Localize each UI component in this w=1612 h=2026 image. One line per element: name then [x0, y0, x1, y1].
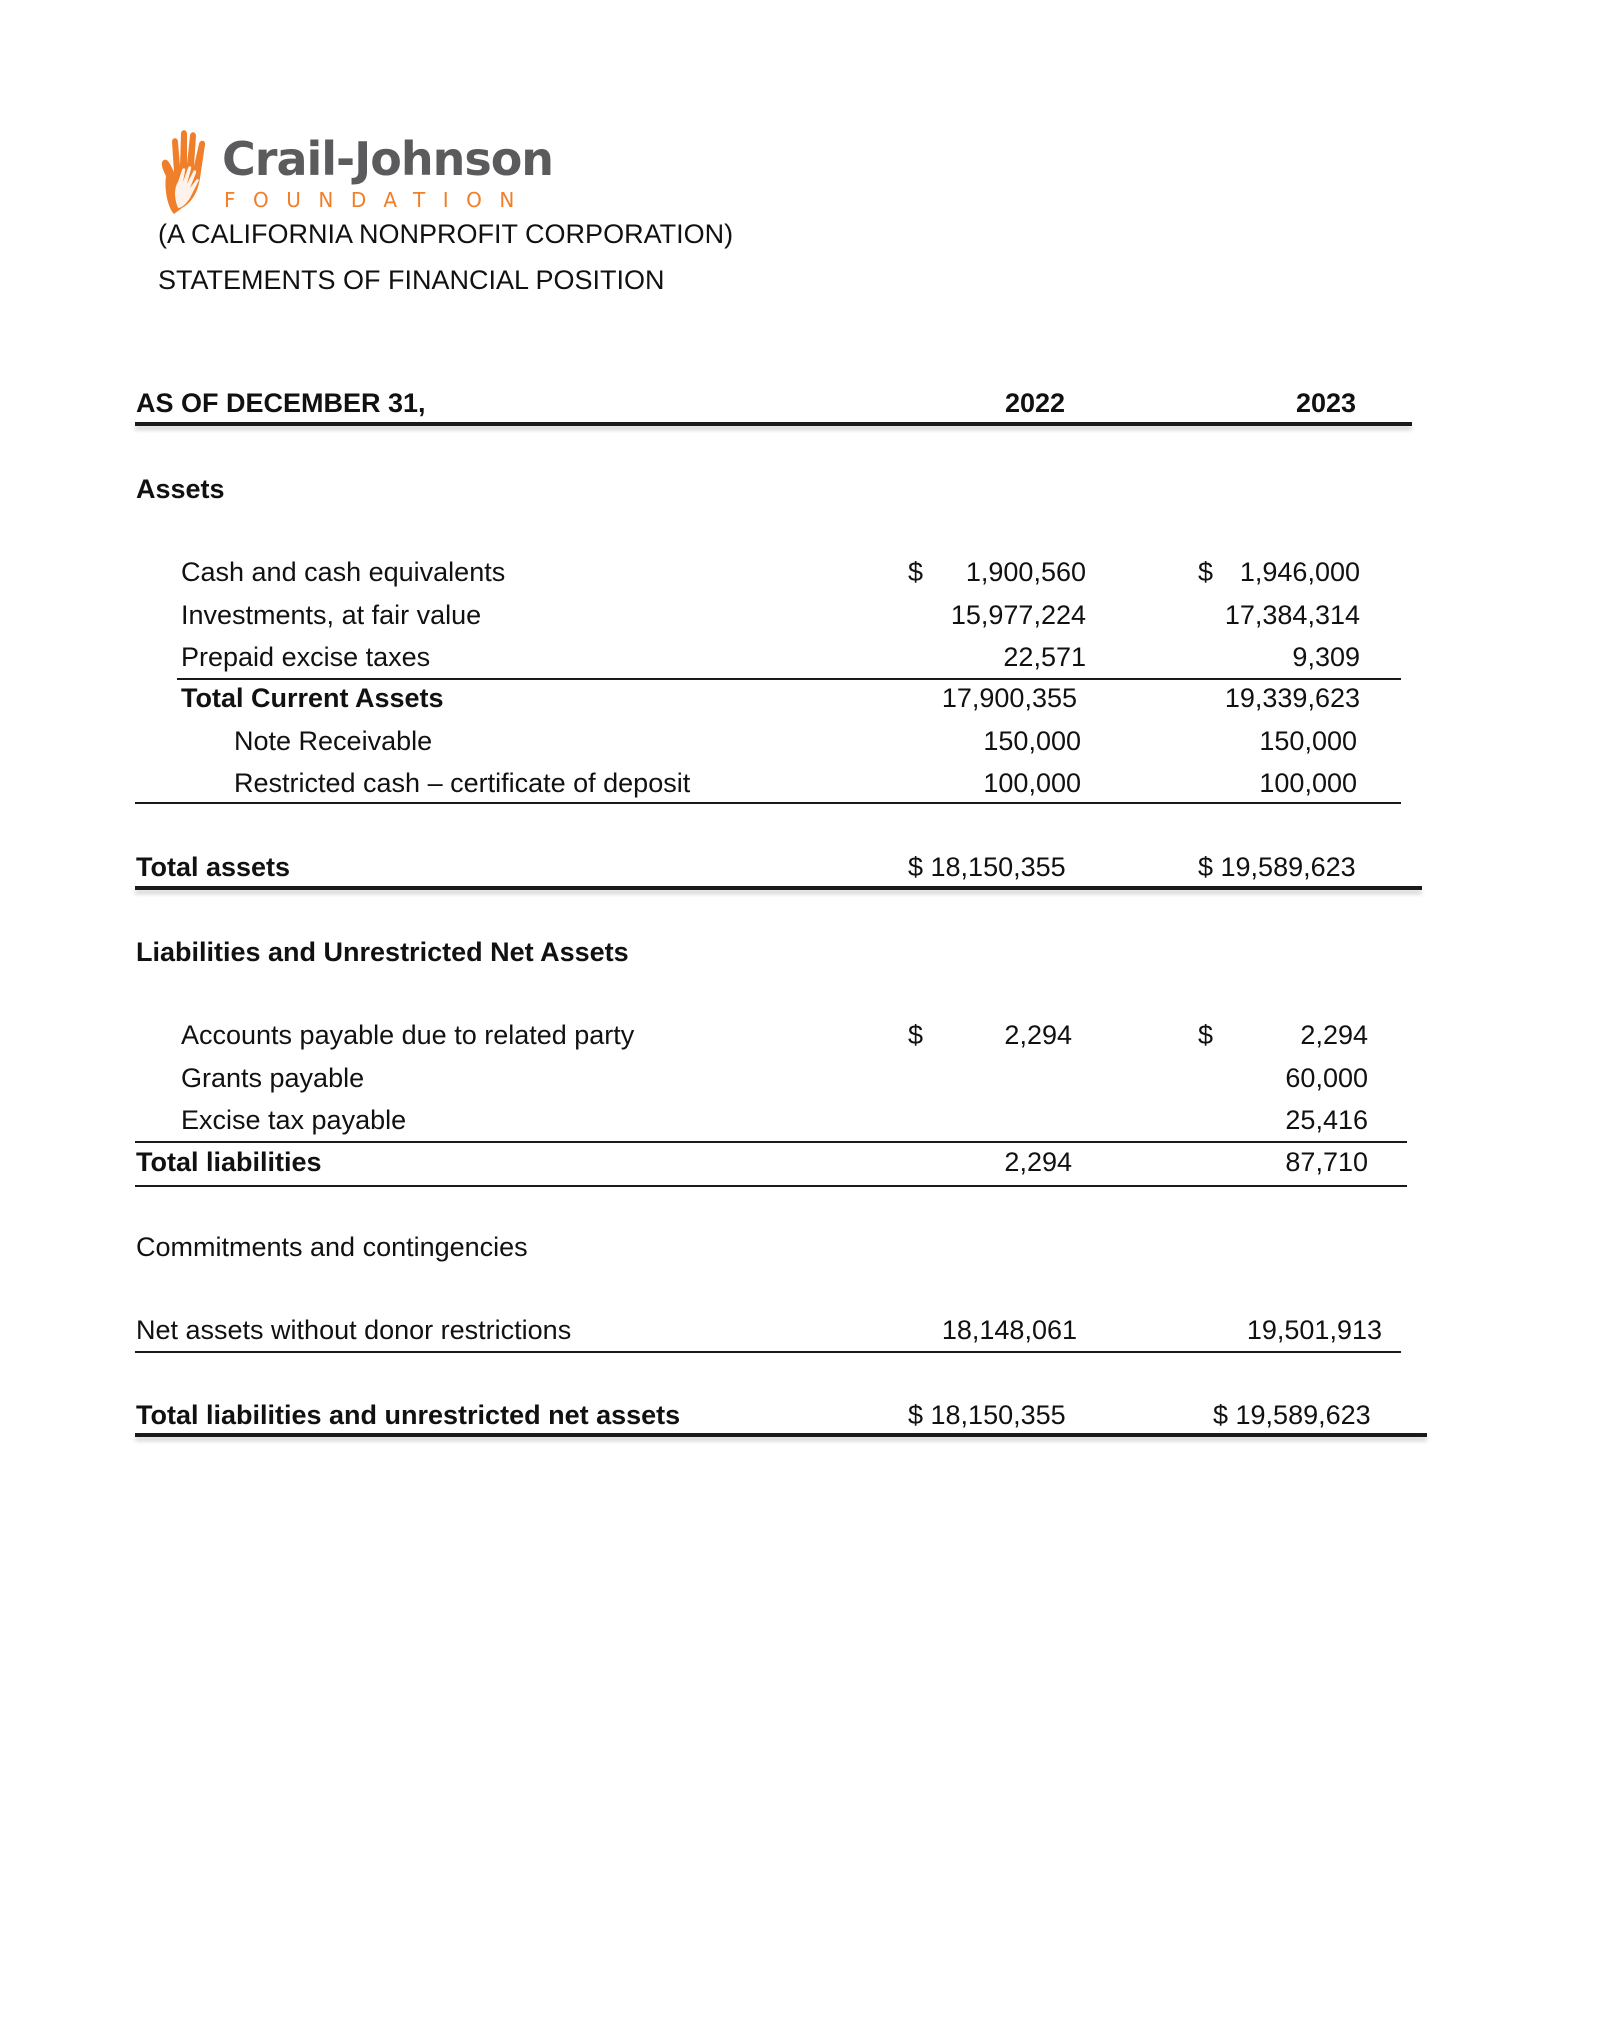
currency-symbol: $	[908, 1020, 924, 1050]
value-2023: 60,000	[1285, 1063, 1368, 1093]
subtotal-rule	[135, 1141, 1407, 1143]
hands-icon	[156, 128, 226, 218]
logo-name: Crail-Johnson	[222, 132, 554, 186]
currency-symbol: $	[908, 557, 924, 587]
section-rule	[135, 1351, 1401, 1353]
value-2022: $ 18,150,355	[908, 852, 1066, 882]
value-2023: 100,000	[1259, 768, 1357, 798]
section-rule	[135, 1185, 1407, 1187]
value-2022: 22,571	[1003, 642, 1086, 672]
header-rule	[135, 422, 1412, 426]
row-label: Prepaid excise taxes	[181, 642, 431, 672]
foundation-logo	[156, 128, 554, 220]
liabilities-heading: Liabilities and Unrestricted Net Assets	[136, 937, 629, 967]
commitments-label: Commitments and contingencies	[136, 1232, 528, 1262]
row-label: Cash and cash equivalents	[181, 557, 506, 587]
currency-symbol: $	[1198, 1020, 1214, 1050]
value-2023: 19,339,623	[1224, 683, 1360, 713]
row-label: Total Current Assets	[181, 683, 444, 713]
value-2023: 17,384,314	[1224, 600, 1360, 630]
column-header-2023: 2023	[1296, 388, 1357, 418]
value-2022: 2,294	[1004, 1020, 1072, 1050]
value-2023: $ 19,589,623	[1213, 1400, 1371, 1430]
row-label: Grants payable	[181, 1063, 365, 1093]
section-rule	[135, 802, 1401, 804]
value-2023: 25,416	[1285, 1105, 1368, 1135]
value-2022: 100,000	[983, 768, 1081, 798]
row-label: Net assets without donor restrictions	[136, 1315, 572, 1345]
value-2023: 19,501,913	[1246, 1315, 1382, 1345]
row-label: Investments, at fair value	[181, 600, 482, 630]
row-label: Excise tax payable	[181, 1105, 407, 1135]
value-2022: 18,148,061	[941, 1315, 1077, 1345]
row-label: Restricted cash – certificate of deposit	[234, 768, 691, 798]
entity-note: (A CALIFORNIA NONPROFIT CORPORATION)	[158, 219, 734, 249]
currency-symbol: $	[1198, 557, 1214, 587]
value-2022: 1,900,560	[965, 557, 1086, 587]
value-2022: 15,977,224	[950, 600, 1086, 630]
assets-heading: Assets	[136, 474, 225, 504]
value-2023: 87,710	[1285, 1147, 1368, 1177]
subtotal-rule	[177, 678, 1401, 680]
value-2023: 2,294	[1300, 1020, 1368, 1050]
value-2023: 150,000	[1259, 726, 1357, 756]
row-label: Total liabilities	[136, 1147, 322, 1177]
total-rule	[135, 886, 1422, 890]
column-header-2022: 2022	[1005, 388, 1066, 418]
value-2022: $ 18,150,355	[908, 1400, 1066, 1430]
document-title: STATEMENTS OF FINANCIAL POSITION	[158, 265, 665, 295]
row-label: Note Receivable	[234, 726, 433, 756]
logo-subtitle: FOUNDATION	[224, 188, 532, 212]
value-2022: 17,900,355	[941, 683, 1077, 713]
value-2022: 2,294	[1004, 1147, 1072, 1177]
grand-total-rule	[135, 1433, 1427, 1437]
value-2023: 9,309	[1292, 642, 1360, 672]
row-label: Accounts payable due to related party	[181, 1020, 635, 1050]
value-2023: 1,946,000	[1239, 557, 1360, 587]
period-header: AS OF DECEMBER 31,	[136, 388, 426, 418]
row-label: Total assets	[136, 852, 291, 882]
value-2023: $ 19,589,623	[1198, 852, 1356, 882]
row-label: Total liabilities and unrestricted net assets	[136, 1400, 681, 1430]
value-2022: 150,000	[983, 726, 1081, 756]
